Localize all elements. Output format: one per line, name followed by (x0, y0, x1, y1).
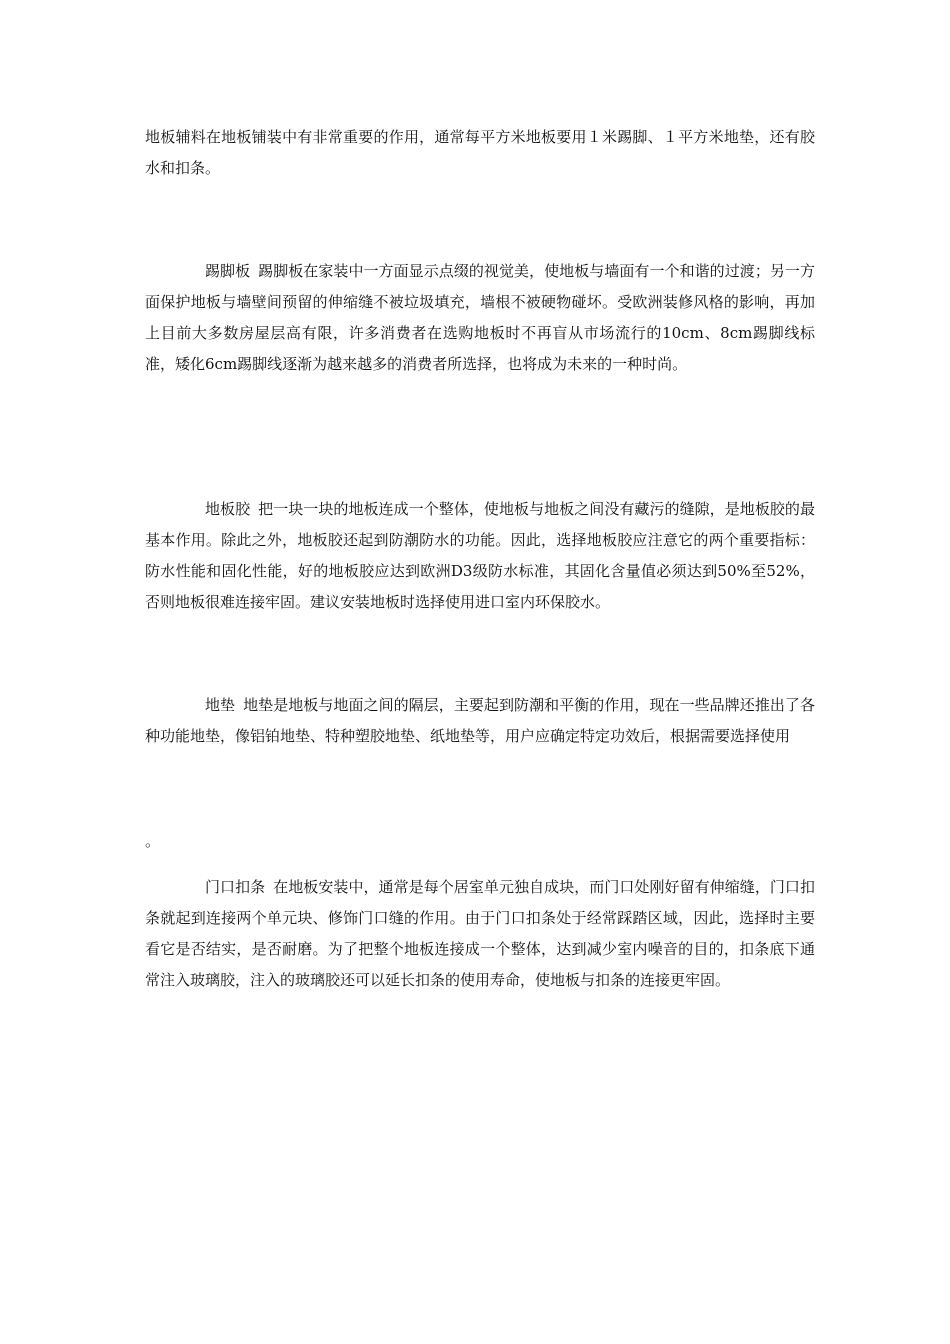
section-floor-glue (145, 494, 815, 618)
section-body-baseboard: 踢脚板在家装中一方面显示点缀的视觉美，使地板与墙面有一个和谐的过渡；另一方面保护地板与墙壁间预留的伸缩缝不被垃圾填充，墙根不被硬物碰坏。受欧洲装修风格的影响，再加上目前大多数房屋层高有限，许多消费者在选购地板时不再盲从市场流行的10cm、8cm踢脚线标准，矮化6cm踢脚线逐渐为越来越多的消费者所选择，也将成为未来的一种时尚。 (145, 262, 815, 373)
section-title-door-strip: 门口扣条 (205, 878, 266, 896)
section-body-underlay: 地垫是地板与地面之间的隔层，主要起到防潮和平衡的作用，现在一些品牌还推出了各种功能地垫，像铝铂地垫、特种塑胶地垫、纸地垫等，用户应确定特定功效后，根据需要选择使用 (145, 696, 815, 745)
section-body-door-strip: 在地板安装中，通常是每个居室单元独自成块，而门口处刚好留有伸缩缝，门口扣条就起到连接两个单元块、修饰门口缝的作用。由于门口扣条处于经常踩踏区域，因此，选择时主要看它是否结实，是否耐磨。为了把整个地板连接成一个整体，达到减少室内噪音的目的，扣条底下通常注入玻璃胶，注入的玻璃胶还可以延长扣条的使用寿命，使地板与扣条的连接更牢固。 (145, 878, 815, 989)
section-body-floor-glue: 把一块一块的地板连成一个整体，使地板与地板之间没有藏污的缝隙，是地板胶的最基本作用。除此之外，地板胶还起到防潮防水的功能。因此，选择地板胶应注意它的两个重要指标：防水性能和固化性能，好的地板胶应达到欧洲D3级防水标准，其固化含量值必须达到50%至52%，否则地板很难连接牢固。建议安装地板时选择使用进口室内环保胶水。 (145, 500, 815, 611)
section-title-baseboard: 踢脚板 (205, 262, 251, 280)
section-baseboard (145, 256, 815, 380)
section-title-underlay: 地垫 (205, 696, 236, 714)
section-underlay-trailing-punctuation: 。 (145, 832, 161, 850)
section-title-floor-glue: 地板胶 (205, 500, 251, 518)
intro-paragraph: 地板辅料在地板铺装中有非常重要的作用，通常每平方米地板要用１米踢脚、１平方米地垫，还有胶水和扣条。 (145, 128, 815, 177)
section-door-strip (145, 872, 815, 996)
section-underlay (145, 690, 815, 752)
